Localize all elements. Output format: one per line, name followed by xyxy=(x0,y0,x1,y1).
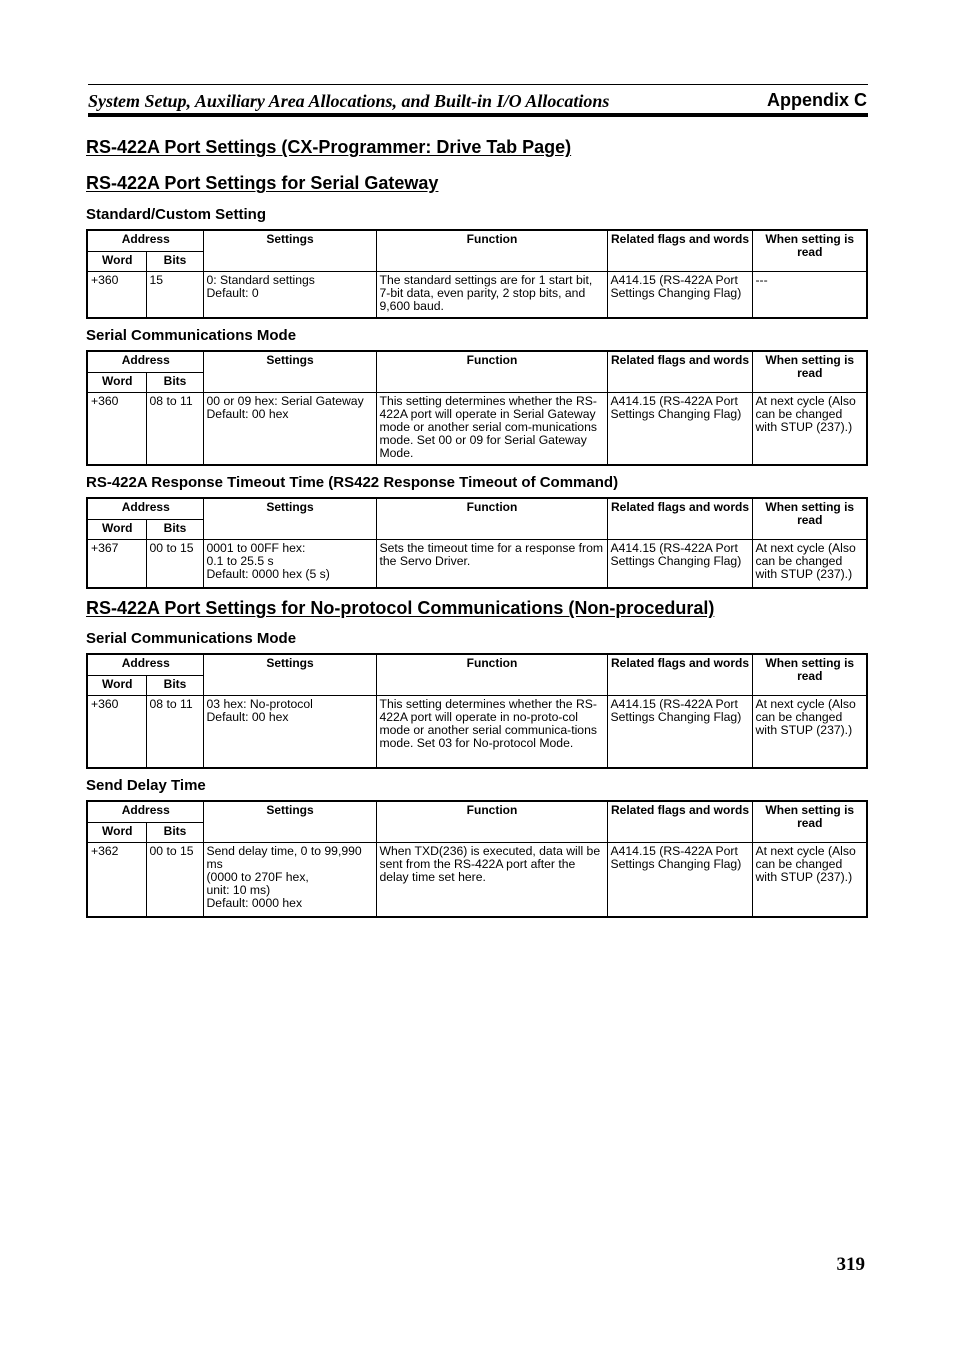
cell-related: A414.15 (RS-422A Port Settings Changing Flag) xyxy=(607,272,752,318)
column-header-address: Address xyxy=(87,351,203,373)
cell-when: At next cycle (Also can be changed with STUP (237).) xyxy=(752,540,867,588)
cell-bits: 08 to 11 xyxy=(146,696,203,768)
cell-settings: 0001 to 00FF hex: 0.1 to 25.5 s Default: 0000 hex (5 s) xyxy=(203,540,376,588)
column-header-word: Word xyxy=(87,373,146,393)
section-heading-serial-gateway: RS-422A Port Settings for Serial Gateway xyxy=(86,173,439,193)
column-header-word: Word xyxy=(87,520,146,540)
cell-related: A414.15 (RS-422A Port Settings Changing Flag) xyxy=(607,843,752,917)
column-header-bits: Bits xyxy=(146,252,203,272)
cell-word: +362 xyxy=(87,843,146,917)
cell-when: --- xyxy=(752,272,867,318)
table-title: RS-422A Response Timeout Time (RS422 Response Timeout of Command) xyxy=(86,474,619,491)
cell-function: This setting determines whether the RS-422A port will operate in Serial Gateway mode or another serial com-munications mode. Set 00 or 09 for Serial Gateway Mode. xyxy=(376,393,607,465)
table-title: Serial Communications Mode xyxy=(86,327,297,344)
column-header-function: Function xyxy=(376,654,607,696)
cell-settings: 0: Standard settings Default: 0 xyxy=(203,272,376,318)
column-header-related: Related flags and words xyxy=(607,351,752,393)
header-top-rule xyxy=(88,84,868,85)
column-header-settings: Settings xyxy=(203,351,376,393)
settings-table-send-delay xyxy=(86,800,868,918)
column-header-when: When setting is read xyxy=(752,230,867,272)
column-header-bits: Bits xyxy=(146,676,203,696)
column-header-word: Word xyxy=(87,823,146,843)
cell-function: When TXD(236) is executed, data will be sent from the RS-422A port after the delay time set here. xyxy=(376,843,607,917)
cell-settings: 00 or 09 hex: Serial Gateway Default: 00 hex xyxy=(203,393,376,465)
column-header-settings: Settings xyxy=(203,498,376,540)
column-header-address: Address xyxy=(87,801,203,823)
column-header-function: Function xyxy=(376,230,607,272)
cell-when: At next cycle (Also can be changed with STUP (237).) xyxy=(752,393,867,465)
column-header-related: Related flags and words xyxy=(607,654,752,696)
cell-related: A414.15 (RS-422A Port Settings Changing Flag) xyxy=(607,393,752,465)
running-title: System Setup, Auxiliary Area Allocations, and Built-in I/O Allocations xyxy=(88,91,610,111)
column-header-related: Related flags and words xyxy=(607,230,752,272)
column-header-related: Related flags and words xyxy=(607,498,752,540)
cell-function: This setting determines whether the RS-422A port will operate in no-proto-col mode or another serial communica-tions mode. Set 03 for No-protocol Mode. xyxy=(376,696,607,768)
cell-related: A414.15 (RS-422A Port Settings Changing Flag) xyxy=(607,540,752,588)
column-header-settings: Settings xyxy=(203,801,376,843)
cell-settings: Send delay time, 0 to 99,990 ms (0000 to 270F hex, unit: 10 ms) Default: 0000 hex xyxy=(203,843,376,917)
cell-word: +360 xyxy=(87,696,146,768)
table-title: Serial Communications Mode xyxy=(86,630,297,647)
settings-table-serial-gateway-mode xyxy=(86,350,868,466)
column-header-function: Function xyxy=(376,801,607,843)
section-heading-drive: RS-422A Port Settings (CX-Programmer: Drive Tab Page) xyxy=(86,137,572,157)
table-row xyxy=(87,272,867,318)
column-header-settings: Settings xyxy=(203,654,376,696)
table-row xyxy=(87,393,867,465)
column-header-function: Function xyxy=(376,498,607,540)
cell-bits: 15 xyxy=(146,272,203,318)
column-header-bits: Bits xyxy=(146,373,203,393)
settings-table-response-timeout xyxy=(86,497,868,589)
column-header-bits: Bits xyxy=(146,520,203,540)
settings-table-standard-custom xyxy=(86,229,868,319)
column-header-when: When setting is read xyxy=(752,654,867,696)
column-header-word: Word xyxy=(87,252,146,272)
column-header-related: Related flags and words xyxy=(607,801,752,843)
table-title: Send Delay Time xyxy=(86,777,206,794)
cell-word: +360 xyxy=(87,272,146,318)
appendix-label: Appendix C xyxy=(766,90,867,110)
cell-bits: 00 to 15 xyxy=(146,540,203,588)
header-rule xyxy=(88,113,868,117)
cell-when: At next cycle (Also can be changed with STUP (237).) xyxy=(752,843,867,917)
cell-word: +360 xyxy=(87,393,146,465)
column-header-address: Address xyxy=(87,230,203,252)
cell-bits: 00 to 15 xyxy=(146,843,203,917)
column-header-address: Address xyxy=(87,654,203,676)
table-row xyxy=(87,540,867,588)
cell-word: +367 xyxy=(87,540,146,588)
column-header-when: When setting is read xyxy=(752,498,867,540)
cell-related: A414.15 (RS-422A Port Settings Changing Flag) xyxy=(607,696,752,768)
column-header-settings: Settings xyxy=(203,230,376,272)
column-header-when: When setting is read xyxy=(752,351,867,393)
column-header-function: Function xyxy=(376,351,607,393)
column-header-address: Address xyxy=(87,498,203,520)
cell-bits: 08 to 11 xyxy=(146,393,203,465)
cell-function: Sets the timeout time for a response from the Servo Driver. xyxy=(376,540,607,588)
table-row xyxy=(87,696,867,768)
column-header-word: Word xyxy=(87,676,146,696)
cell-when: At next cycle (Also can be changed with STUP (237).) xyxy=(752,696,867,768)
cell-settings: 03 hex: No-protocol Default: 00 hex xyxy=(203,696,376,768)
column-header-when: When setting is read xyxy=(752,801,867,843)
cell-function: The standard settings are for 1 start bit, 7-bit data, even parity, 2 stop bits, and 9,600 baud. xyxy=(376,272,607,318)
section-heading-no-protocol: RS-422A Port Settings for No-protocol Communications (Non-procedural) xyxy=(86,598,715,618)
column-header-bits: Bits xyxy=(146,823,203,843)
table-row xyxy=(87,843,867,917)
table-title: Standard/Custom Setting xyxy=(86,206,267,223)
settings-table-no-protocol-mode xyxy=(86,653,868,769)
page-number: 319 xyxy=(836,1254,865,1275)
